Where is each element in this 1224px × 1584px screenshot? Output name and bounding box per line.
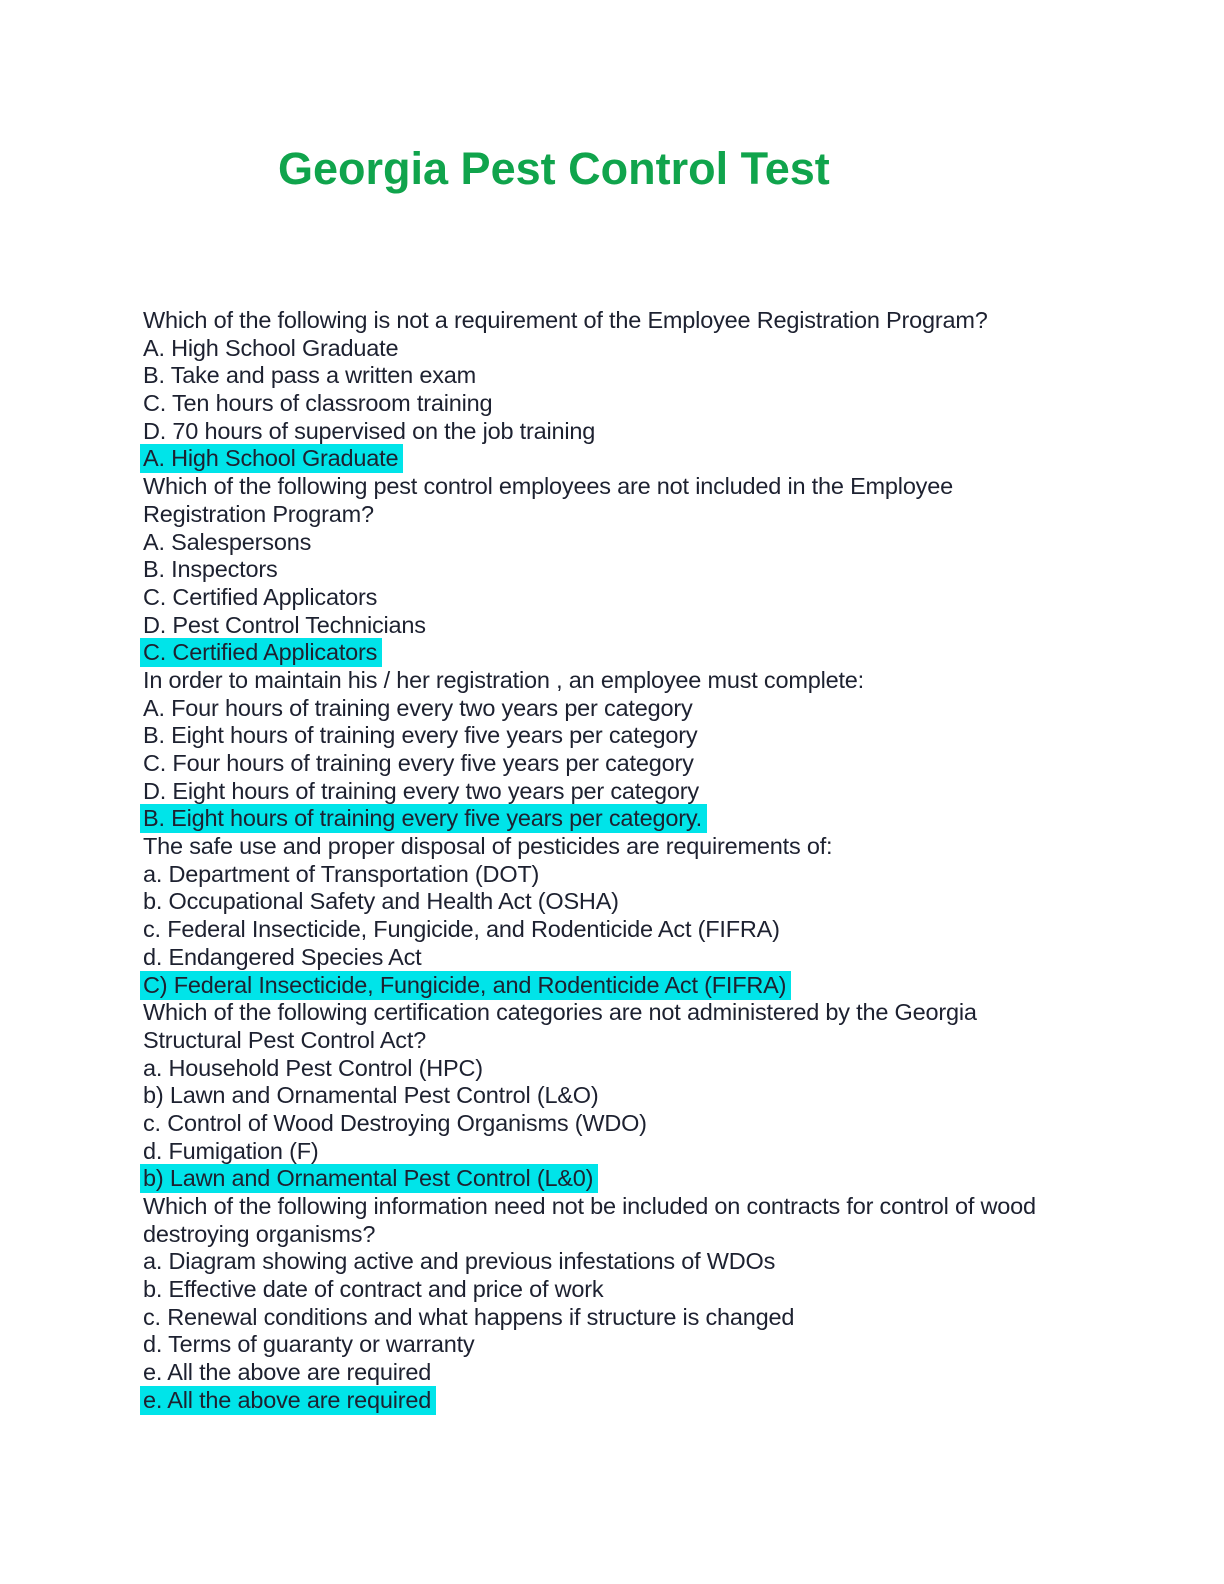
answer-highlight: B. Eight hours of training every five years per category. bbox=[140, 804, 707, 833]
question-block-5 bbox=[143, 999, 1108, 1193]
answer-line bbox=[143, 972, 1108, 1000]
option-line: d. Terms of guaranty or warranty bbox=[143, 1331, 475, 1358]
option-line: e. All the above are required bbox=[143, 1359, 432, 1386]
answer-highlight: C. Certified Applicators bbox=[140, 638, 382, 667]
option-line: a. Department of Transportation (DOT) bbox=[143, 860, 540, 887]
option-line: D. Eight hours of training every two years per category bbox=[143, 777, 699, 804]
question-text: In order to maintain his / her registration , an employee must complete: bbox=[143, 666, 864, 693]
option-line: C. Certified Applicators bbox=[143, 583, 378, 610]
option-line: d. Endangered Species Act bbox=[143, 943, 422, 970]
option-line: C. Four hours of training every five years per category bbox=[143, 750, 694, 776]
question-block-3 bbox=[143, 667, 1108, 833]
question-block-2 bbox=[143, 473, 1108, 667]
option-line: D. 70 hours of supervised on the job training bbox=[143, 417, 596, 444]
answer-line bbox=[143, 445, 1108, 473]
answer-line bbox=[143, 805, 1108, 833]
question-text: The safe use and proper disposal of pesticides are requirements of: bbox=[143, 833, 833, 860]
answer-line bbox=[143, 1165, 1108, 1193]
question-text: Which of the following pest control employees are not included in the Employee bbox=[143, 473, 953, 500]
option-line: D. Pest Control Technicians bbox=[143, 611, 426, 638]
question-block-4 bbox=[143, 833, 1108, 999]
question-text: destroying organisms? bbox=[143, 1220, 376, 1247]
question-text: Which of the following is not a requirement of the Employee Registration Program? bbox=[143, 307, 988, 333]
option-line: c. Control of Wood Destroying Organisms (WDO) bbox=[143, 1109, 647, 1136]
answer-line bbox=[143, 1387, 1108, 1415]
answer-highlight: b) Lawn and Ornamental Pest Control (L&0) bbox=[140, 1164, 598, 1193]
option-line: c. Renewal conditions and what happens if structure is changed bbox=[143, 1303, 795, 1330]
question-block-1 bbox=[143, 307, 1108, 473]
option-line: b. Occupational Safety and Health Act (OSHA) bbox=[143, 888, 619, 915]
option-line: B. Eight hours of training every five years per category bbox=[143, 722, 698, 749]
question-text: Registration Program? bbox=[143, 500, 374, 527]
option-line: d. Fumigation (F) bbox=[143, 1137, 319, 1164]
answer-highlight: e. All the above are required bbox=[140, 1386, 436, 1415]
answer-line bbox=[143, 639, 1108, 667]
answer-highlight: A. High School Graduate bbox=[140, 444, 403, 473]
option-line: b) Lawn and Ornamental Pest Control (L&O) bbox=[143, 1082, 599, 1109]
question-block-6 bbox=[143, 1193, 1108, 1415]
question-text: Structural Pest Control Act? bbox=[143, 1026, 427, 1053]
page-title: Georgia Pest Control Test bbox=[278, 143, 830, 194]
question-text: Which of the following certification categories are not administered by the Georgia bbox=[143, 999, 977, 1026]
option-line: A. High School Graduate bbox=[143, 334, 399, 361]
option-line: C. Ten hours of classroom training bbox=[143, 390, 493, 417]
option-line: a. Household Pest Control (HPC) bbox=[143, 1054, 483, 1081]
option-line: c. Federal Insecticide, Fungicide, and Rodenticide Act (FIFRA) bbox=[143, 916, 780, 943]
option-line: B. Inspectors bbox=[143, 556, 278, 583]
document-body bbox=[143, 307, 1108, 1415]
option-line: B. Take and pass a written exam bbox=[143, 362, 476, 389]
option-line: A. Salespersons bbox=[143, 528, 312, 555]
answer-highlight: C) Federal Insecticide, Fungicide, and Rodenticide Act (FIFRA) bbox=[140, 971, 791, 1000]
option-line: A. Four hours of training every two years per category bbox=[143, 694, 693, 721]
question-text: Which of the following information need not be included on contracts for control of wood bbox=[143, 1193, 1036, 1219]
option-line: a. Diagram showing active and previous infestations of WDOs bbox=[143, 1248, 776, 1275]
option-line: b. Effective date of contract and price of work bbox=[143, 1276, 604, 1303]
